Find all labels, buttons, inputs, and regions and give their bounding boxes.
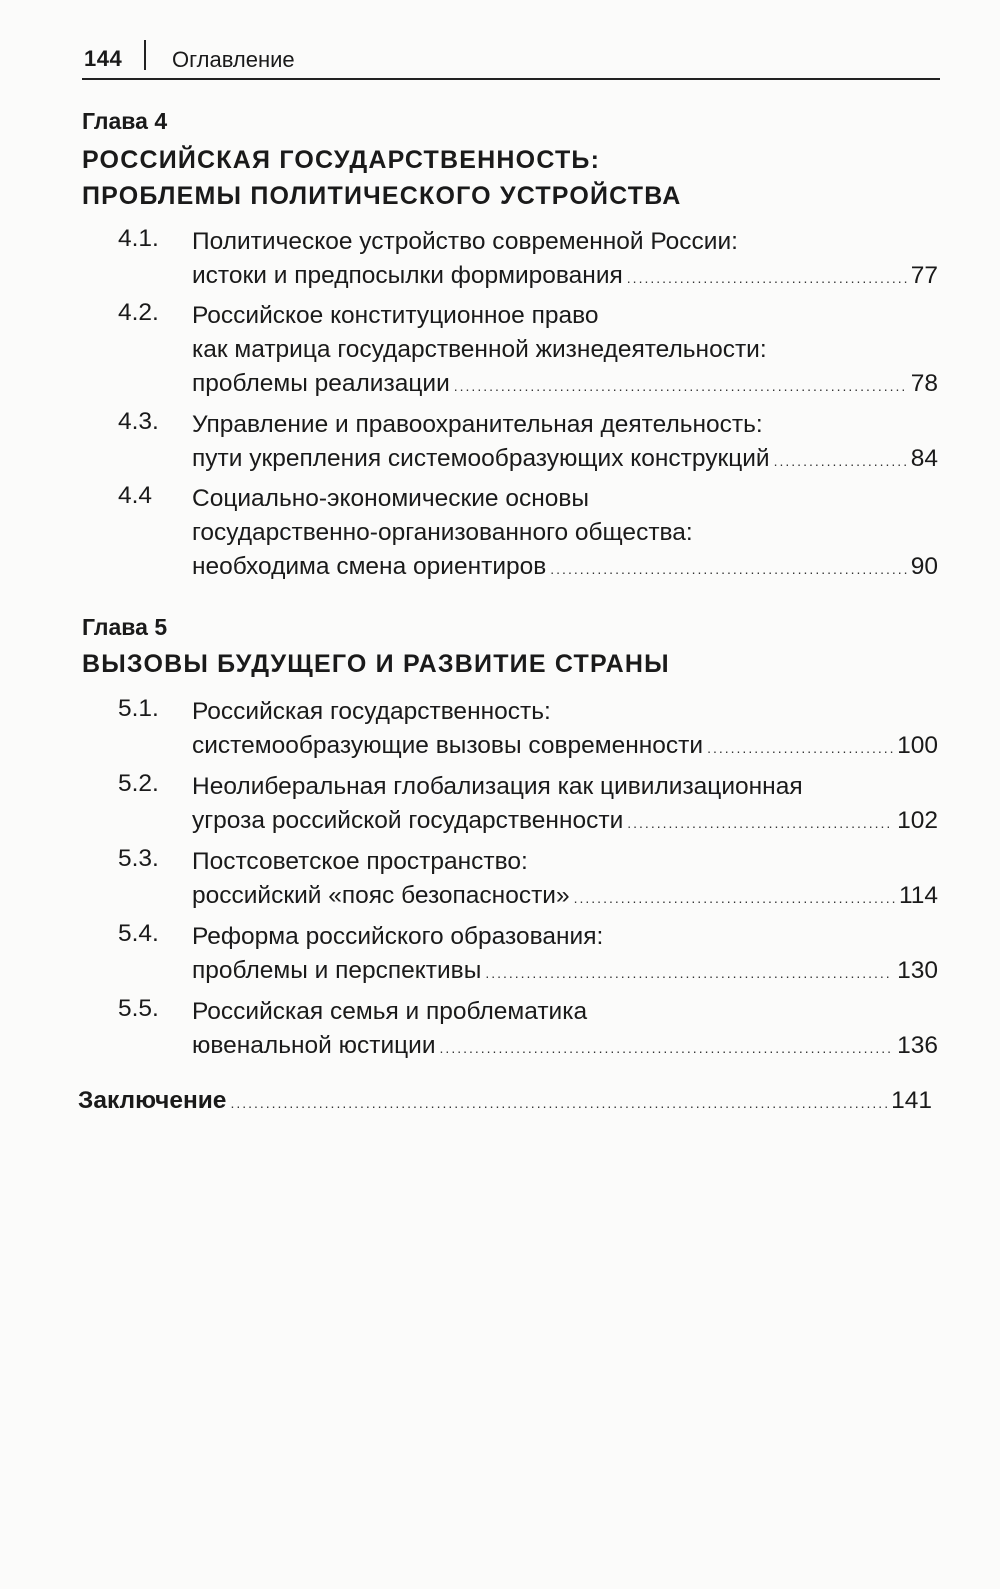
entry-line: ювенальной юстиции <box>192 1032 436 1059</box>
chapter-5-label: Глава 5 <box>82 614 168 640</box>
chapter-4-title-line: РОССИЙСКАЯ ГОСУДАРСТВЕННОСТЬ: <box>82 146 601 174</box>
entry-number: 5.2. <box>118 770 159 797</box>
entry-line: угроза российской государственности <box>192 807 624 834</box>
entry-page: 90 <box>910 553 938 580</box>
chapter-5-title <box>82 646 942 682</box>
entry-leader-line <box>192 550 938 584</box>
dot-leader <box>627 261 907 295</box>
entry-line: Российское конституционное право <box>192 302 599 329</box>
page-header <box>82 40 940 80</box>
chapter-5-title-line: ВЫЗОВЫ БУДУЩЕГО И РАЗВИТИЕ СТРАНЫ <box>82 650 670 678</box>
conclusion-label: Заключение <box>78 1087 227 1114</box>
entry-page: 77 <box>910 262 938 289</box>
running-title: Оглавление <box>172 47 295 72</box>
toc-entry-conclusion[interactable] <box>78 1084 932 1118</box>
entry-page: 141 <box>891 1087 932 1114</box>
entry-leader-line <box>192 259 938 293</box>
entry-number: 5.5. <box>118 995 159 1022</box>
entry-page: 102 <box>897 807 938 834</box>
chapter-4-title <box>82 142 942 214</box>
entry-leader-line <box>192 879 938 913</box>
entry-line: проблемы и перспективы <box>192 957 482 984</box>
entry-page: 84 <box>910 445 938 472</box>
entry-page: 78 <box>910 370 938 397</box>
header-divider <box>144 40 146 70</box>
entry-number: 4.1. <box>118 225 159 252</box>
entry-leader-line <box>192 804 938 838</box>
entry-line: Российская государственность: <box>192 698 551 725</box>
chapter-4-title-line: ПРОБЛЕМЫ ПОЛИТИЧЕСКОГО УСТРОЙСТВА <box>82 182 682 210</box>
entry-page: 136 <box>897 1032 938 1059</box>
entry-leader-line <box>192 954 938 988</box>
entry-page: 130 <box>897 957 938 984</box>
entry-line: Управление и правоохранительная деятельность: <box>192 411 763 438</box>
entry-number: 4.4 <box>118 482 153 509</box>
entry-leader-line <box>192 1029 938 1063</box>
entry-line: Российская семья и проблематика <box>192 998 588 1025</box>
entry-line: Неолиберальная глобализация как цивилизационная <box>192 773 803 800</box>
dot-leader <box>550 552 906 586</box>
entry-number: 4.2. <box>118 299 159 326</box>
dot-leader <box>627 806 893 840</box>
page-number: 144 <box>84 46 123 71</box>
entry-line: проблемы реализации <box>192 370 450 397</box>
entry-page: 100 <box>897 732 938 759</box>
entry-line: Социально-экономические основы <box>192 485 589 512</box>
dot-leader <box>574 881 895 915</box>
entry-line: Реформа российского образования: <box>192 923 604 950</box>
entry-number: 5.1. <box>118 695 159 722</box>
entry-line: как матрица государственной жизнедеятельности: <box>192 336 767 363</box>
entry-number: 4.3. <box>118 408 159 435</box>
dot-leader <box>440 1031 894 1065</box>
dot-leader <box>485 956 893 990</box>
entry-line: системообразующие вызовы современности <box>192 732 704 759</box>
entry-line: истоки и предпосылки формирования <box>192 262 623 289</box>
entry-number: 5.4. <box>118 920 159 947</box>
entry-line: государственно-организованного общества: <box>192 519 693 546</box>
entry-line: необходима смена ориентиров <box>192 553 547 580</box>
entry-line: российский «пояс безопасности» <box>192 882 570 909</box>
entry-line: Постсоветское пространство: <box>192 848 528 875</box>
entry-leader-line <box>192 442 938 476</box>
entry-line: пути укрепления системообразующих конструкций <box>192 445 770 472</box>
dot-leader <box>707 731 893 765</box>
dot-leader <box>454 369 907 403</box>
dot-leader <box>230 1086 887 1120</box>
entry-number: 5.3. <box>118 845 159 872</box>
chapter-4-label: Глава 4 <box>82 108 168 134</box>
entry-leader-line <box>192 729 938 763</box>
entry-page: 114 <box>898 882 938 909</box>
entry-line: Политическое устройство современной России: <box>192 228 738 255</box>
entry-leader-line <box>192 367 938 401</box>
dot-leader <box>774 444 907 478</box>
